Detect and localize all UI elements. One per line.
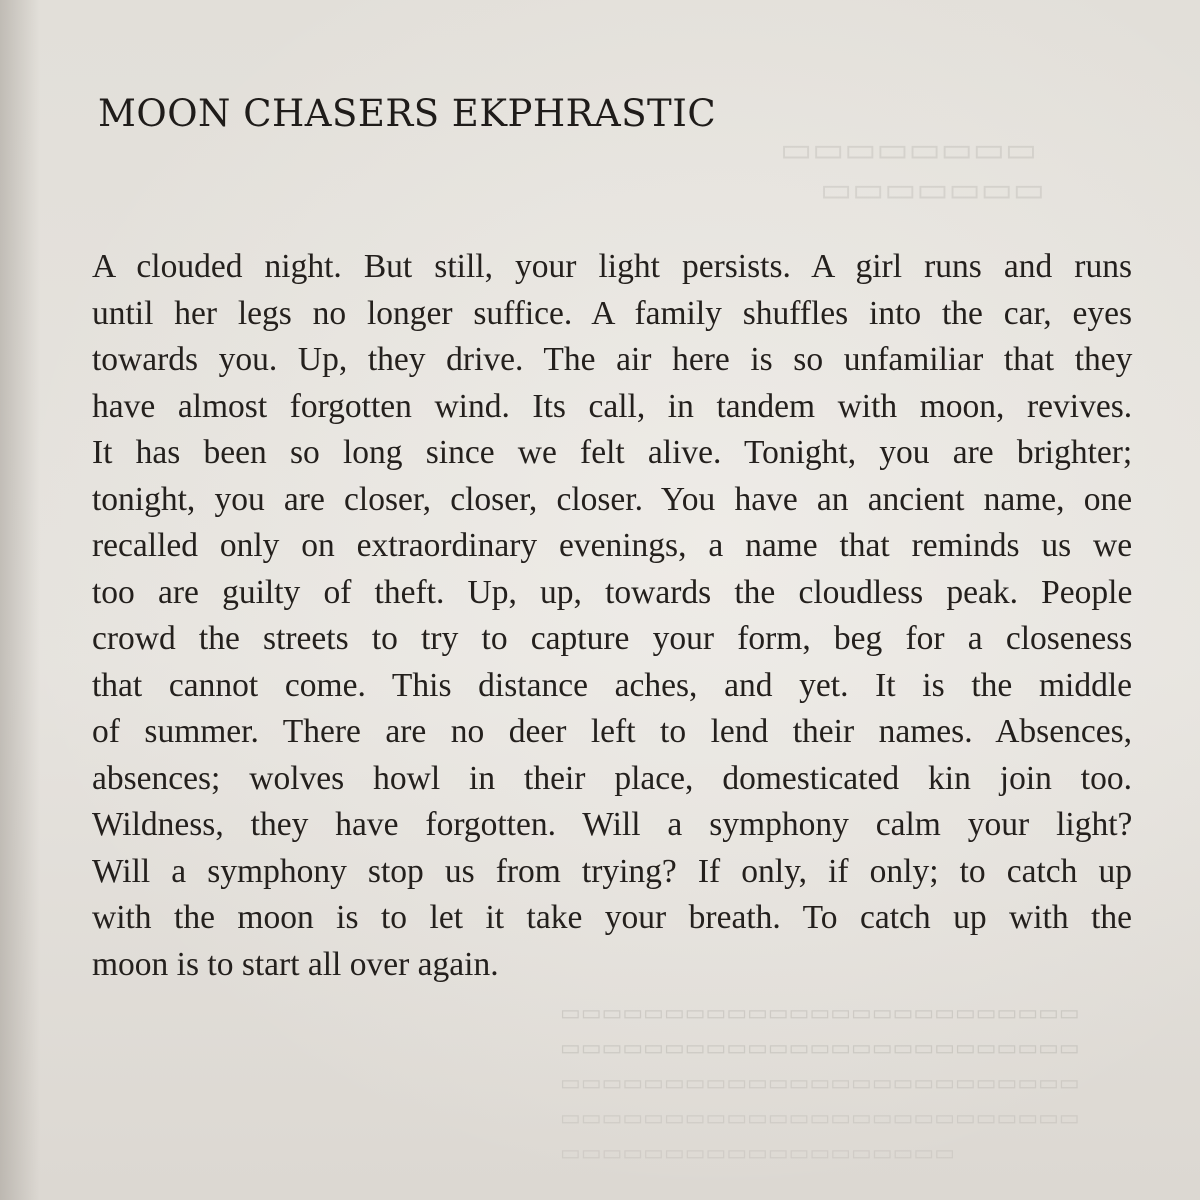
poem-line: moon is to start all over again.: [92, 945, 499, 983]
poem-body: [92, 244, 1132, 988]
poem-line: It has been so long since we felt alive. Tonight, you are brighter;: [92, 434, 1133, 471]
poem-line: that cannot come. This distance aches, and yet. It is the middle: [92, 666, 1132, 704]
poem-line: A clouded night. But still, your light persists. A girl runs and runs: [92, 248, 1132, 285]
poem-line: until her legs no longer suffice. A family shuffles into the car, eyes: [92, 294, 1132, 332]
poem-line: absences; wolves howl in their place, domesticated kin join too.: [92, 759, 1132, 797]
poem-title: MOON CHASERS EKPHRASTIC: [98, 92, 717, 135]
facing-page-bleed-through: ▭▭▭▭▭▭▭▭▭▭▭▭▭▭▭▭▭▭▭▭▭▭▭▭▭: [560, 1070, 1080, 1095]
poem-line: of summer. There are no deer left to lend their names. Absences,: [92, 713, 1132, 750]
facing-page-bleed-through: ▭▭▭▭▭▭▭: [820, 172, 1045, 209]
poem-line: recalled only on extraordinary evenings, a name that reminds us we: [92, 527, 1133, 564]
poem-line: have almost forgotten wind. Its call, in tandem with moon, revives.: [92, 387, 1133, 425]
poem-line: tonight, you are closer, closer, closer. You have an ancient name, one: [92, 480, 1133, 518]
poem-line: Will a symphony stop us from trying? If only, if only; to catch up: [92, 852, 1132, 890]
poem-line: crowd the streets to try to capture your form, beg for a closeness: [92, 620, 1133, 657]
facing-page-bleed-through: ▭▭▭▭▭▭▭▭▭▭▭▭▭▭▭▭▭▭▭▭▭▭▭▭▭: [560, 1105, 1080, 1130]
poem-line: towards you. Up, they drive. The air here is so unfamiliar that they: [92, 341, 1133, 378]
poem-line: with the moon is to let it take your breath. To catch up with the: [92, 899, 1132, 936]
poem-line: Wildness, they have forgotten. Will a symphony calm your light?: [92, 806, 1133, 843]
poem-line: too are guilty of theft. Up, up, towards the cloudless peak. People: [92, 573, 1133, 611]
facing-page-bleed-through: ▭▭▭▭▭▭▭▭▭▭▭▭▭▭▭▭▭▭▭▭▭▭▭▭▭: [560, 1035, 1080, 1060]
facing-page-bleed-through: ▭▭▭▭▭▭▭▭▭▭▭▭▭▭▭▭▭▭▭: [560, 1140, 955, 1165]
page-edge-shadow: [0, 0, 40, 1200]
facing-page-bleed-through: ▭▭▭▭▭▭▭▭▭▭▭▭▭▭▭▭▭▭▭▭▭▭▭▭▭: [560, 1000, 1080, 1025]
facing-page-bleed-through: ▭▭▭▭▭▭▭▭: [780, 132, 1037, 169]
